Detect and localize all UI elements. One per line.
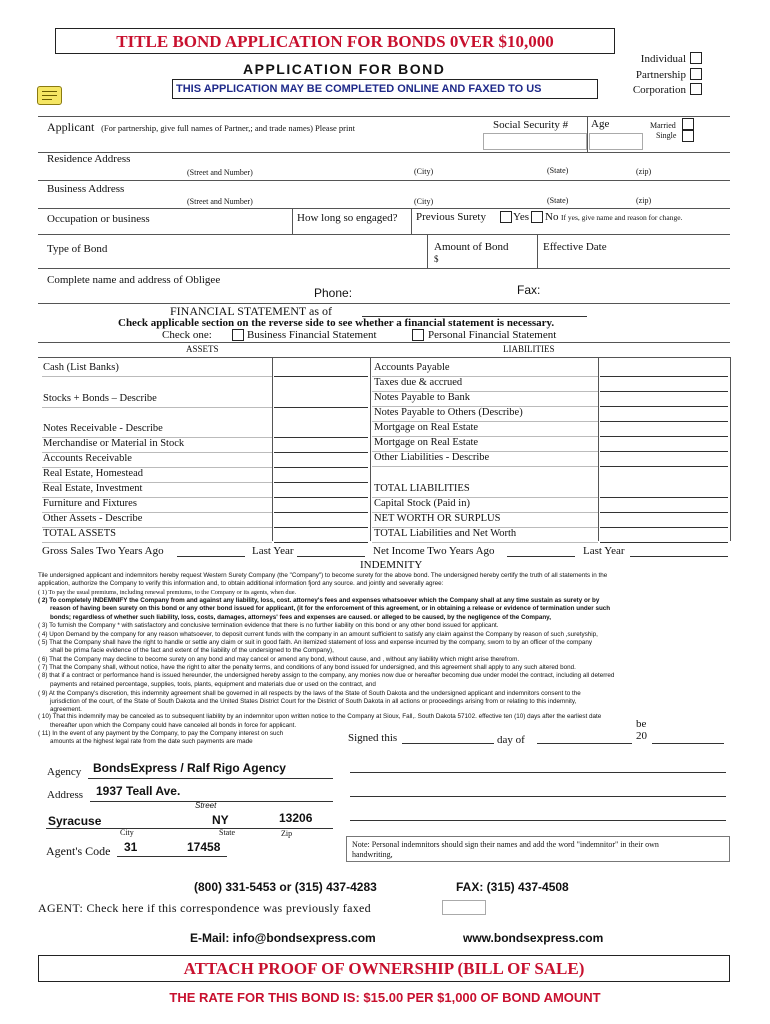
agent-code-2[interactable]: 17458 <box>187 840 221 854</box>
asset-label: Furniture and Fixtures <box>43 498 137 509</box>
indemnity-p5a: ( 5) That the Company shall have the right to handle or settle any claim or suit in good faith. An itemized statement of loss and expense incurred by the company, sworn to by an officer of the company <box>38 639 593 646</box>
indemnitor-signature-line-3[interactable] <box>350 820 726 821</box>
indemnity-p6: ( 6) That the Company may decline to become surety on any bond and may cancel or amend any bond, without cause, and , without any liability which might arise therefrom. <box>38 656 520 663</box>
liability-label: Taxes due & accrued <box>374 377 463 388</box>
bond-type-label: Type of Bond <box>47 243 108 255</box>
asset-value-field[interactable] <box>274 527 368 528</box>
divider <box>38 152 730 153</box>
effective-date-label: Effective Date <box>543 241 607 253</box>
asset-label: Merchandise or Material in Stock <box>43 438 185 449</box>
surety-no-label: No <box>545 211 559 223</box>
agency-city[interactable]: Syracuse <box>48 814 102 828</box>
entity-corporation-checkbox[interactable] <box>690 83 702 95</box>
liability-label: TOTAL Liabilities and Net Worth <box>374 528 517 539</box>
divider <box>38 180 730 181</box>
asset-value-field[interactable] <box>274 482 368 483</box>
divider <box>411 208 412 234</box>
indemnitor-signature-line-1[interactable] <box>350 772 726 773</box>
liability-label: Notes Payable to Others (Describe) <box>374 407 523 418</box>
residence-street-caption: (Street and Number) <box>187 168 253 177</box>
obligee-fax-label: Fax: <box>517 283 541 297</box>
applicant-name-field[interactable] <box>47 134 477 152</box>
asset-label: TOTAL ASSETS <box>43 528 116 539</box>
assets-value-col <box>272 357 273 541</box>
asset-label: Other Assets - Describe <box>43 513 143 524</box>
indemnity-p10a: ( 10) That this indemnify may be canceled as to subsequent liability by an indemnitor upon written notice to the Company at Sioux, Fall,. South Dakota 57102. effective ten (10) days after the earliest date <box>38 713 602 720</box>
divider <box>427 234 428 268</box>
business-state-caption: (State) <box>547 196 569 205</box>
surety-no-checkbox[interactable] <box>531 211 543 223</box>
agency-state[interactable]: NY <box>212 813 229 827</box>
business-zip-caption: (zip) <box>636 196 652 205</box>
indemnity-p3: ( 3) To furnish the Company * with satisfactory and conclusive termination evidence that there is no further liability on this bond or any other bond issued for applicant. <box>38 622 499 629</box>
divider <box>38 208 730 209</box>
business-fs-checkbox[interactable] <box>232 329 244 341</box>
year-label: 20 <box>636 730 647 742</box>
address-label: Address <box>47 789 84 801</box>
asset-label: Accounts Receivable <box>43 453 132 464</box>
liability-value-field[interactable] <box>600 376 728 377</box>
business-city-caption: (City) <box>414 197 434 206</box>
entity-individual-label: Individual <box>640 53 686 65</box>
divider <box>587 116 588 152</box>
asset-label: Real Estate, Homestead <box>43 468 144 479</box>
liability-label: Mortgage on Real Estate <box>374 437 479 448</box>
liability-row-line <box>372 542 598 543</box>
entity-partnership-label: Partnership <box>635 69 686 81</box>
online-note: THIS APPLICATION MAY BE COMPLETED ONLINE AND FAXED TO US <box>176 83 542 95</box>
personal-fs-checkbox[interactable] <box>412 329 424 341</box>
obligee-phone-label: Phone: <box>314 286 353 300</box>
asset-label: Real Estate, Investment <box>43 483 143 494</box>
business-label: Business Address <box>47 183 125 195</box>
indemnity-intro-2: application, authorize the Company to verify this information and, to obtain additional information fjord any source. and jointly and severally agree: <box>38 580 444 587</box>
check-one-label: Check one: <box>162 329 212 341</box>
asset-value-field[interactable] <box>274 467 368 468</box>
divider <box>537 234 538 268</box>
married-checkbox[interactable] <box>682 118 694 130</box>
year-be-label: be <box>636 718 647 730</box>
liability-value-field[interactable] <box>600 391 728 392</box>
asset-value-field[interactable] <box>274 376 368 377</box>
year-line[interactable] <box>652 743 724 744</box>
zip-caption: Zip <box>281 829 293 838</box>
application-subtitle: APPLICATION FOR BOND <box>243 61 446 77</box>
indemnity-p7: ( 7) That the Company shall, without notice, have the right to alter the penalty terms, and conditions of any bond issued for undersigned, and this agreement shall apply to any such altered bond. <box>38 664 576 671</box>
indemnity-p9c: agreement. <box>50 706 82 713</box>
agency-street[interactable]: 1937 Teall Ave. <box>96 784 181 798</box>
residence-state-caption: (State) <box>547 166 569 175</box>
occupation-label: Occupation or business <box>47 213 150 225</box>
indemnity-p4: ( 4) Upon Demand by the company for any reason whatsoever, to deposit current funds with the company in an amount sufficient to satisfy any claim against the Company by reason of such ,suretyship, <box>38 631 598 638</box>
street-caption: Street <box>195 801 217 810</box>
last-year-1-line[interactable] <box>297 556 365 557</box>
liability-label: Notes Payable to Bank <box>374 392 470 403</box>
liability-value-field[interactable] <box>600 497 728 498</box>
liability-row-line <box>372 466 598 467</box>
page-title: TITLE BOND APPLICATION FOR BONDS 0VER $10,000 <box>116 32 554 51</box>
business-fs-label: Business Financial Statement <box>247 329 377 341</box>
divider <box>38 342 730 343</box>
obligee-label: Complete name and address of Obligee <box>47 274 221 286</box>
asset-label: Cash (List Banks) <box>43 362 119 373</box>
asset-row-line <box>42 407 272 408</box>
previously-faxed-checkbox[interactable] <box>442 900 486 915</box>
single-label: Single <box>656 131 677 140</box>
surety-yes-label: Yes <box>513 211 530 223</box>
asset-label: Notes Receivable - Describe <box>43 423 163 434</box>
liabilities-header: LIABILITIES <box>503 344 555 354</box>
indemnity-p2a: ( 2) To completely INDEMNIFY the Company from and against any liability, loss, cost. attorney's fees and expenses whatsoever which the Company shall at any time sustain as surety or by <box>38 597 600 604</box>
agency-name[interactable]: BondsExpress / Ralf Rigo Agency <box>93 761 286 775</box>
liability-label: Capital Stock (Paid in) <box>374 498 470 509</box>
indemnity-p8a: ( 8) that if a contract or performance hand is issued hereunder, the undersigned hereby assign to the company, any monies now due or hereafter becoming due under model the contract, including all deterred <box>38 672 615 679</box>
liability-value-field[interactable] <box>600 421 728 422</box>
contact-email[interactable]: E-Mail: info@bondsexpress.com <box>190 931 376 945</box>
agent-check-label: AGENT: Check here if this correspondence was previously faxed <box>38 901 371 915</box>
signed-month-line[interactable] <box>537 743 632 744</box>
divider <box>38 303 730 304</box>
entity-partnership-checkbox[interactable] <box>690 68 702 80</box>
state-caption: State <box>219 828 235 837</box>
agent-code-line <box>117 856 227 857</box>
note-icon[interactable] <box>37 86 62 105</box>
divider <box>38 268 730 269</box>
liability-value-field[interactable] <box>600 451 728 452</box>
financial-instruction: Check applicable section on the reverse side to see whether a financial statement is necessary. <box>118 317 555 329</box>
single-checkbox[interactable] <box>682 130 694 142</box>
agency-line <box>88 778 333 779</box>
indemnity-intro-1: Tile undersigned applicant and indemnitors hereby request Western Surety Company (the "Company") to become surety for the above bond. The undersigned hereby certify the truth of all statements in the <box>38 572 608 579</box>
day-of-label: day of <box>497 734 525 746</box>
asset-value-field[interactable] <box>274 497 368 498</box>
divider <box>38 357 730 358</box>
asset-value-field[interactable] <box>274 407 368 408</box>
agent-code-1[interactable]: 31 <box>124 840 138 854</box>
indemnity-p10b: thereafter upon which the Company could have canceled all bonds in force for applicant. <box>50 722 297 729</box>
agency-label: Agency <box>47 766 82 778</box>
residence-city-caption: (City) <box>414 167 434 176</box>
engaged-label: How long so engaged? <box>297 212 398 224</box>
residence-zip-caption: (zip) <box>636 167 652 176</box>
applicant-label <box>47 121 355 134</box>
liability-label: Accounts Payable <box>374 362 450 373</box>
assets-header: ASSETS <box>186 344 219 354</box>
indemnitor-note: Note: Personal indemnitors should sign their names and add the word "indemnitor" in their own handwriting, <box>352 840 659 859</box>
contact-phone: (800) 331-5453 or (315) 437-4283 <box>194 880 377 894</box>
asset-value-field[interactable] <box>274 542 368 543</box>
surety-yes-checkbox[interactable] <box>500 211 512 223</box>
rate-notice: THE RATE FOR THIS BOND IS: $15.00 PER $1,000 OF BOND AMOUNT <box>169 990 601 1005</box>
contact-fax: FAX: (315) 437-4508 <box>456 880 569 894</box>
liability-label: Mortgage on Real Estate <box>374 422 479 433</box>
liability-label: Other Liabilities - Describe <box>374 452 490 463</box>
liabilities-value-col <box>598 357 599 541</box>
ssn-label: Social Security # <box>493 119 569 131</box>
divider <box>38 116 730 117</box>
applicant-label-text: Applicant <box>47 120 95 134</box>
liability-value-field[interactable] <box>600 512 728 513</box>
indemnity-p2b: reason of having been surety on this bond or any other bond issued for applicant, (it for the enforcement of this agreement, or in obtaining a release or evidence of termination under such <box>50 605 611 612</box>
indemnity-p2c: bonds; regardless of whether such liability, loss, costs, damages, attorneys' fees and expenses are caused. or alleged to be caused, by the negligence of the Company, <box>50 614 551 621</box>
liability-value-field[interactable] <box>600 436 728 437</box>
indemnity-p9a: ( 9) At the Company's discretion, this indemnity agreement shall be governed in all respects by the laws of the State of South Dakota and the undersigned applicant and indemnitors consent to the <box>38 690 581 697</box>
liability-label: NET WORTH OR SURPLUS <box>374 513 501 524</box>
surety-label: Previous Surety <box>416 211 486 223</box>
gross-sales-line[interactable] <box>177 556 245 557</box>
asset-value-field[interactable] <box>274 452 368 453</box>
net-income-line[interactable] <box>507 556 575 557</box>
indemnity-p5b: shall be prima facie evidence of the fact and extent of the liability of the undersigned to the Company), <box>50 647 334 654</box>
last-year-1-label: Last Year <box>252 545 294 557</box>
married-label: Married <box>650 121 676 130</box>
financial-title: FINANCIAL STATEMENT as of <box>170 304 333 318</box>
indemnity-p9b: jurisdiction of the court, of the State of South Dakota and the United States District Court for the District of South Dakota in all actions or proceedings arising from or relating to this indemnity, <box>50 698 577 705</box>
indemnitor-signature-line-2[interactable] <box>350 796 726 797</box>
liability-label: TOTAL LIABILITIES <box>374 483 470 494</box>
divider <box>292 208 293 234</box>
age-label: Age <box>591 118 610 130</box>
indemnity-p8b: payments and retained percentage, supplies, tools, plants, equipment and materials due or used on the contract, and <box>50 681 376 688</box>
asset-label: Stocks + Bonds – Describe <box>43 393 157 404</box>
agent-code-label: Agent's Code <box>46 844 111 858</box>
asset-row-line <box>42 376 272 377</box>
bond-amount-label: Amount of Bond <box>434 241 509 253</box>
bond-amount-dollar: $ <box>434 254 439 264</box>
last-year-2-label: Last Year <box>583 545 625 557</box>
divider <box>38 234 730 235</box>
contact-website[interactable]: www.bondsexpress.com <box>463 931 604 945</box>
indemnity-title: INDEMNITY <box>360 559 423 571</box>
agency-zip[interactable]: 13206 <box>279 811 313 825</box>
surety-reason: If yes, give name and reason for change. <box>561 213 683 222</box>
liability-value-field[interactable] <box>600 406 728 407</box>
entity-corporation-label: Corporation <box>632 84 686 96</box>
right-border <box>730 357 731 541</box>
gross-sales-label: Gross Sales Two Years Ago <box>42 545 164 557</box>
liability-value-field[interactable] <box>600 466 728 467</box>
business-street-caption: (Street and Number) <box>187 197 253 206</box>
entity-individual-checkbox[interactable] <box>690 52 702 64</box>
asset-value-field[interactable] <box>274 437 368 438</box>
net-income-label: Net Income Two Years Ago <box>373 545 495 557</box>
asset-row-line <box>42 542 272 543</box>
city-caption: City <box>120 828 134 837</box>
age-field[interactable] <box>589 133 643 150</box>
signed-day-line[interactable] <box>402 743 494 744</box>
applicant-note: (For partnership, give full names of Partner,; and trade names) Please print <box>101 123 355 133</box>
asset-value-field[interactable] <box>274 512 368 513</box>
last-year-2-line[interactable] <box>630 556 728 557</box>
liability-value-field[interactable] <box>600 527 728 528</box>
indemnity-p11a: ( 11) In the event of any payment by the Company, to pay the Company interest on such <box>38 730 284 737</box>
signed-this-label: Signed this <box>348 732 398 744</box>
personal-fs-label: Personal Financial Statement <box>428 329 557 341</box>
center-divider <box>370 357 371 541</box>
residence-label: Residence Address <box>47 153 131 165</box>
ssn-field[interactable] <box>483 133 587 150</box>
liability-value-field[interactable] <box>600 542 728 543</box>
indemnity-p1: ( 1) To pay the usual premiums, including renewal premiums, to the Company or its agents, when due. <box>38 589 297 596</box>
proof-notice: ATTACH PROOF OF OWNERSHIP (BILL OF SALE) <box>183 959 585 978</box>
indemnity-p11b: amounts at the highest legal rate from the date such payments are made <box>50 738 253 745</box>
